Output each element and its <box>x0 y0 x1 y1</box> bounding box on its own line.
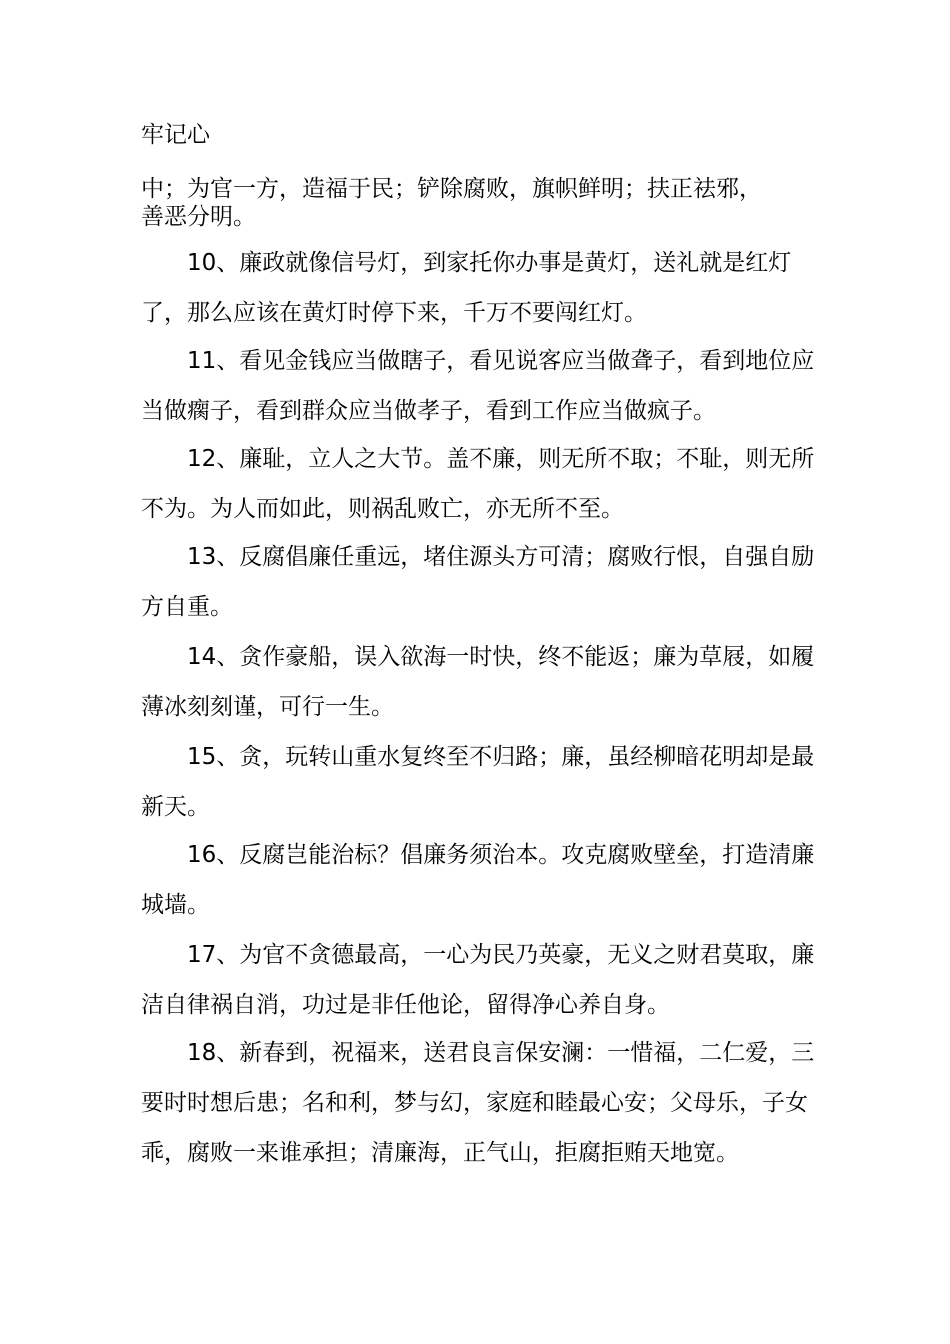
slogan-paragraph-15: 15、贪，玩转山重水复终至不归路；廉，虽经柳暗花明却是最新天。 <box>141 744 815 820</box>
slogan-paragraph-11: 11、看见金钱应当做瞎子，看见说客应当做聋子，看到地位应当做瘸子，看到群众应当做孝子，看到工作应当做疯子。 <box>141 348 815 424</box>
slogan-paragraph-14: 14、贪作豪船，误入欲海一时快，终不能返；廉为草屐，如履薄冰刻刻谨，可行一生。 <box>141 644 815 720</box>
text-fragment-line: 牢记心 <box>141 122 210 148</box>
text-fragment-line: 中；为官一方，造福于民；铲除腐败，旗帜鲜明；扶正祛邪， <box>141 176 762 202</box>
slogan-paragraph-12: 12、廉耻，立人之大节。盖不廉，则无所不取；不耻，则无所不为。为人而如此，则祸乱败亡，亦无所不至。 <box>141 446 815 522</box>
slogan-paragraph-17: 17、为官不贪德最高，一心为民乃英豪，无义之财君莫取，廉洁自律祸自消，功过是非任他论，留得净心养自身。 <box>141 942 815 1018</box>
slogan-paragraph-13: 13、反腐倡廉任重远，堵住源头方可清；腐败行恨，自强自励方自重。 <box>141 544 815 620</box>
slogan-paragraph-10: 10、廉政就像信号灯，到家托你办事是黄灯，送礼就是红灯了，那么应该在黄灯时停下来，千万不要闯红灯。 <box>141 250 792 326</box>
slogan-paragraph-18: 18、新春到，祝福来，送君良言保安澜：一惜福，二仁爱，三要时时想后患；名和利，梦与幻，家庭和睦最心安；父母乐，子女乖，腐败一来谁承担；清廉海，正气山，拒腐拒贿天地宽。 <box>141 1040 815 1166</box>
text-fragment-line: 善恶分明。 <box>141 204 256 230</box>
slogan-paragraph-16: 16、反腐岂能治标？倡廉务须治本。攻克腐败壁垒，打造清廉城墙。 <box>141 842 815 918</box>
